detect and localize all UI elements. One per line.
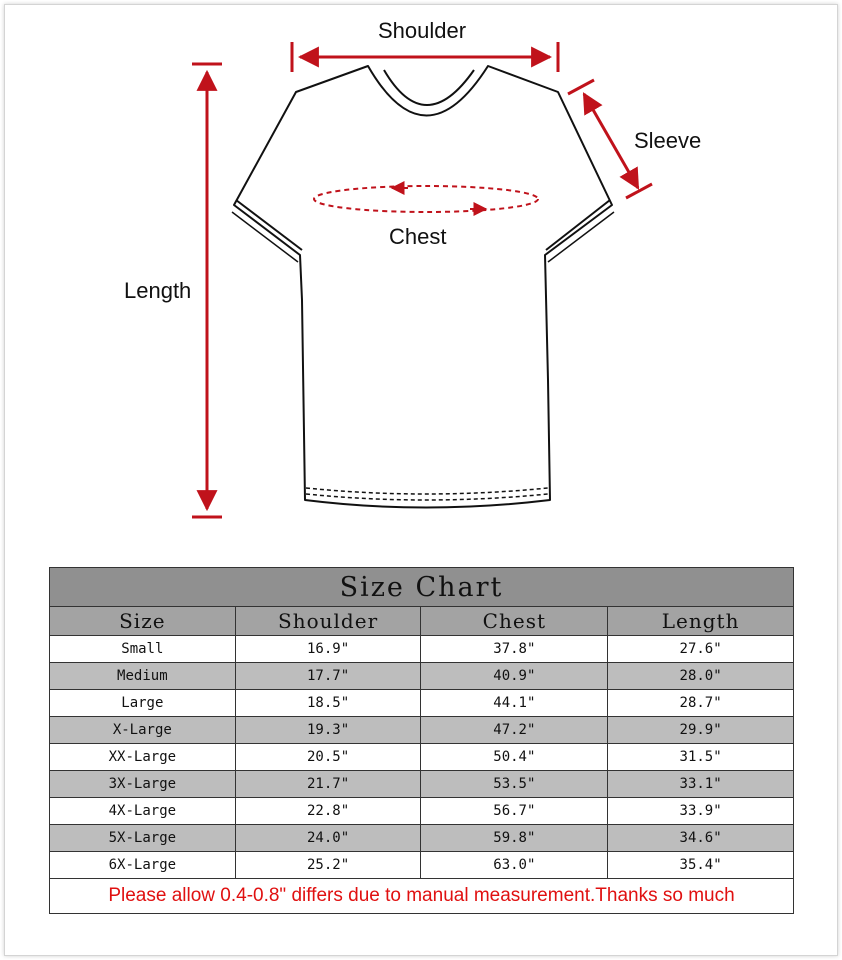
cell-shoulder: 21.7" <box>235 771 421 798</box>
column-header-chest: Chest <box>421 607 608 636</box>
shoulder-arrow <box>292 42 558 72</box>
cell-shoulder: 20.5" <box>235 744 421 771</box>
measurement-note-row <box>50 879 794 914</box>
cell-shoulder: 18.5" <box>235 690 421 717</box>
size-chart-title: Size Chart <box>50 568 794 607</box>
chest-arrow <box>314 186 538 212</box>
column-header-length: Length <box>608 607 794 636</box>
cell-length: 31.5" <box>608 744 794 771</box>
sleeve-right-cuff <box>546 200 610 250</box>
cell-length: 27.6" <box>608 636 794 663</box>
hem-stitch-1 <box>306 488 548 494</box>
size-chart-table <box>49 567 794 914</box>
shoulder-label: Shoulder <box>378 18 467 43</box>
cell-shoulder: 25.2" <box>235 852 421 879</box>
cell-shoulder: 16.9" <box>235 636 421 663</box>
cell-length: 35.4" <box>608 852 794 879</box>
cell-size: 6X-Large <box>50 852 236 879</box>
cell-chest: 59.8" <box>421 825 608 852</box>
sleeve-left-cuff <box>236 200 302 250</box>
length-label: Length <box>124 278 192 303</box>
table-row <box>50 717 794 744</box>
cell-length: 34.6" <box>608 825 794 852</box>
table-row <box>50 771 794 798</box>
cell-chest: 63.0" <box>421 852 608 879</box>
sleeve-label: Sleeve <box>634 128 702 153</box>
length-arrow <box>192 64 222 517</box>
table-row <box>50 636 794 663</box>
size-chart-title-row <box>50 568 794 607</box>
size-chart-header-row <box>50 607 794 636</box>
cell-length: 33.9" <box>608 798 794 825</box>
column-header-size: Size <box>50 607 236 636</box>
table-row <box>50 663 794 690</box>
cell-size: Medium <box>50 663 236 690</box>
cell-size: 4X-Large <box>50 798 236 825</box>
hem-stitch-2 <box>306 494 548 500</box>
sleeve-right-cuff-2 <box>548 212 614 262</box>
cell-chest: 44.1" <box>421 690 608 717</box>
cell-chest: 37.8" <box>421 636 608 663</box>
cell-shoulder: 19.3" <box>235 717 421 744</box>
tshirt-body-path <box>234 66 612 508</box>
cell-chest: 53.5" <box>421 771 608 798</box>
cell-chest: 47.2" <box>421 717 608 744</box>
cell-size: X-Large <box>50 717 236 744</box>
cell-size: 3X-Large <box>50 771 236 798</box>
chest-label: Chest <box>389 224 447 249</box>
cell-shoulder: 22.8" <box>235 798 421 825</box>
table-row <box>50 825 794 852</box>
cell-size: 5X-Large <box>50 825 236 852</box>
table-row <box>50 744 794 771</box>
table-row <box>50 798 794 825</box>
cell-shoulder: 24.0" <box>235 825 421 852</box>
cell-size: Large <box>50 690 236 717</box>
column-header-shoulder: Shoulder <box>235 607 421 636</box>
cell-chest: 40.9" <box>421 663 608 690</box>
cell-size: XX-Large <box>50 744 236 771</box>
sleeve-left-cuff-2 <box>232 212 298 262</box>
cell-chest: 56.7" <box>421 798 608 825</box>
table-row <box>50 690 794 717</box>
cell-length: 28.0" <box>608 663 794 690</box>
table-row <box>50 852 794 879</box>
cell-shoulder: 17.7" <box>235 663 421 690</box>
cell-chest: 50.4" <box>421 744 608 771</box>
tshirt-outline <box>232 66 614 508</box>
cell-length: 28.7" <box>608 690 794 717</box>
cell-size: Small <box>50 636 236 663</box>
measurement-note: Please allow 0.4-0.8" differs due to manual measurement.Thanks so much <box>50 879 794 914</box>
cell-length: 29.9" <box>608 717 794 744</box>
cell-length: 33.1" <box>608 771 794 798</box>
